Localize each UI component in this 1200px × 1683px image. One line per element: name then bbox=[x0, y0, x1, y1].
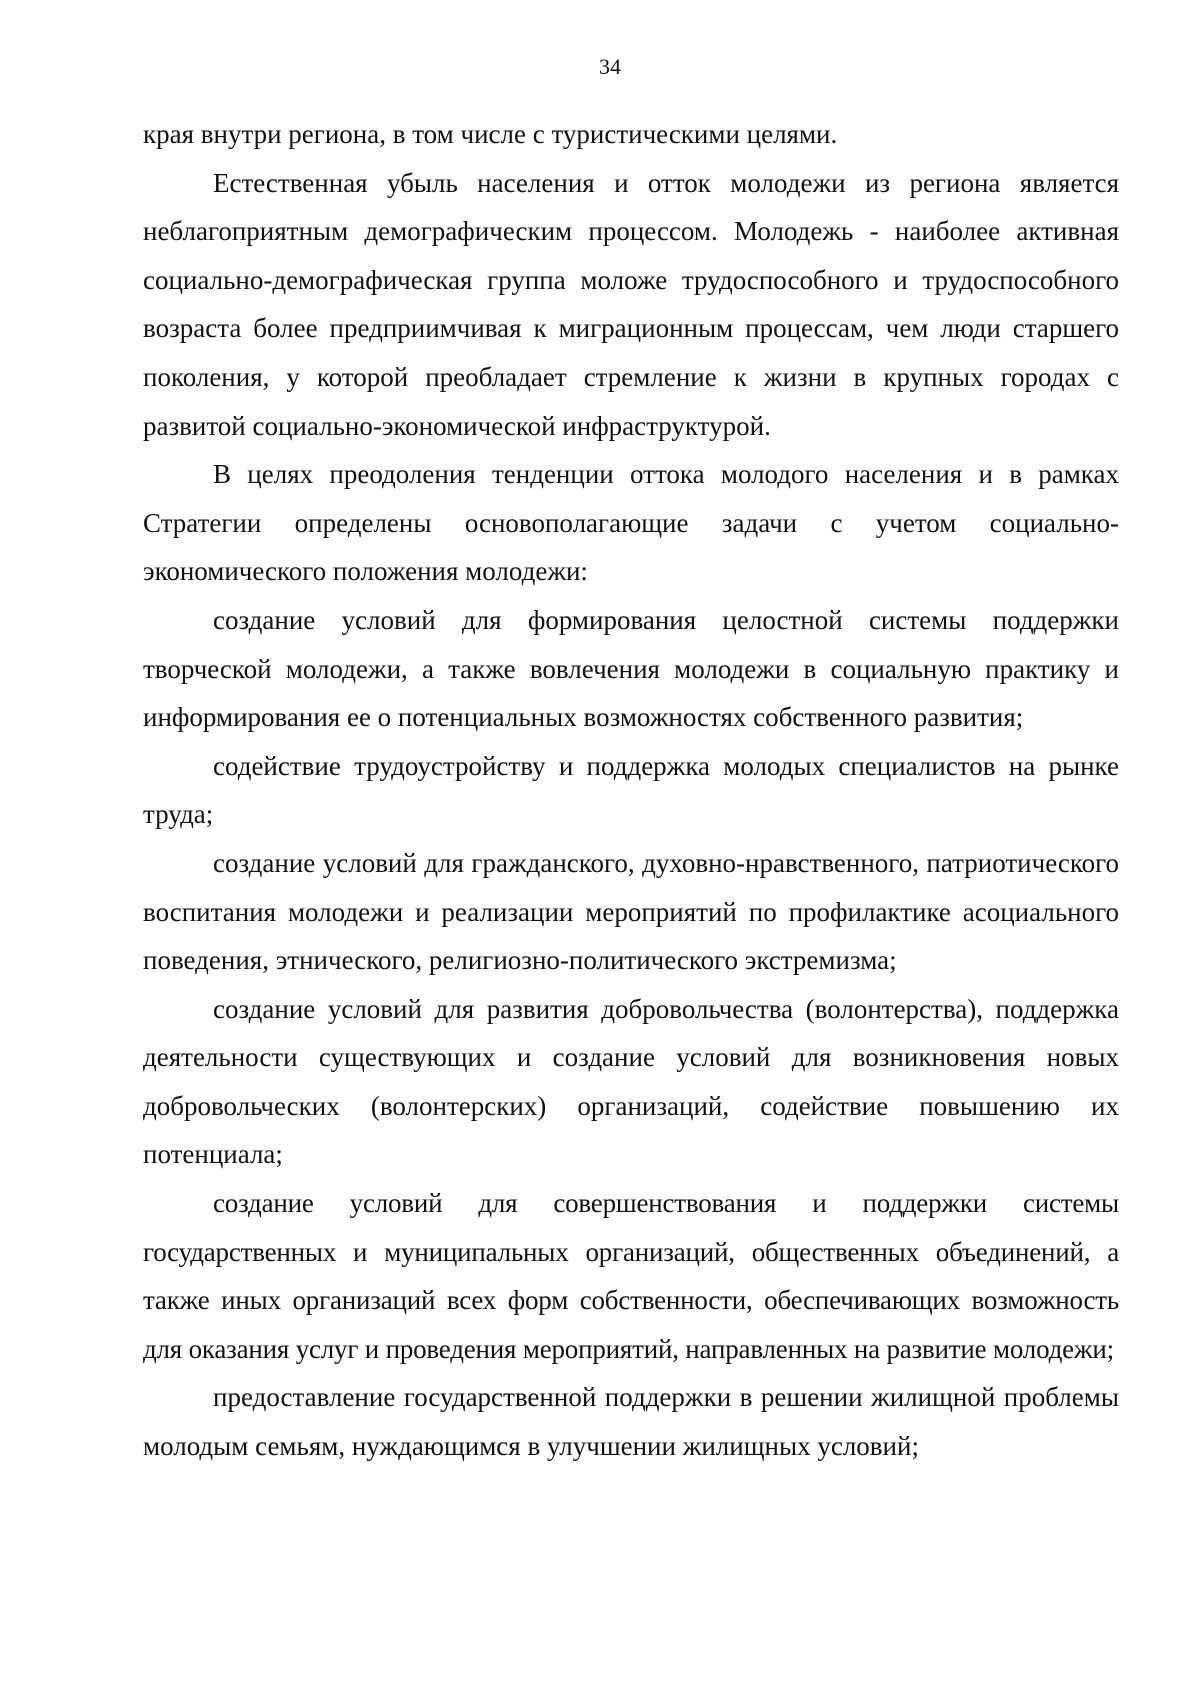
paragraph-strategy-tasks: В целях преодоления тенденции оттока молодого населения и в рамках Стратегии определены основополагающие задачи с учетом социально-экономического положения молодежи: bbox=[143, 459, 1119, 587]
list-item-creative-youth: создание условий для формирования целостной системы поддержки творческой молодежи, а также вовлечения молодежи в социальную практику и информирования ее о потенциальных возможностях собственного развития; bbox=[143, 604, 1119, 733]
paragraph-continuation: края внутри региона, в том числе с туристическими целями. bbox=[143, 119, 838, 149]
list-item-organizations-support: создание условий для совершенствования и поддержки системы государственных и муниципальных организаций, общественных объединений, а также иных организаций всех форм собственности, обеспечивающих возможность для оказания услуг и проведения мероприятий, направленных на развитие молодежи; bbox=[143, 1188, 1119, 1364]
list-item-patriotic-education: создание условий для гражданского, духовно-нравственного, патриотического воспитания молодежи и реализации мероприятий по профилактике асоциального поведения, этнического, религиозно-политического экстремизма; bbox=[143, 847, 1119, 976]
page-number: 34 bbox=[599, 54, 621, 79]
paragraph-demographics: Естественная убыль населения и отток молодежи из региона является неблагоприятным демографическим процессом. Молодежь - наиболее активная социально-демографическая группа моложе трудоспособного и трудоспособного возраста более предприимчивая к миграционным процессам, чем люди старшего поколения, у которой преобладает стремление к жизни в крупных городах с развитой социально-экономической инфраструктурой. bbox=[143, 167, 1119, 441]
list-item-housing-support: предоставление государственной поддержки в решении жилищной проблемы молодым семьям, нуждающимся в улучшении жилищных условий; bbox=[143, 1382, 1119, 1462]
list-item-employment: содействие трудоустройству и поддержка молодых специалистов на рынке труда; bbox=[143, 750, 1119, 830]
document-body bbox=[143, 110, 1119, 1471]
list-item-volunteering: создание условий для развития добровольчества (волонтерства), поддержка деятельности существующих и создание условий для возникновения новых добровольческих (волонтерских) организаций, содействие повышению их потенциала; bbox=[143, 993, 1119, 1170]
